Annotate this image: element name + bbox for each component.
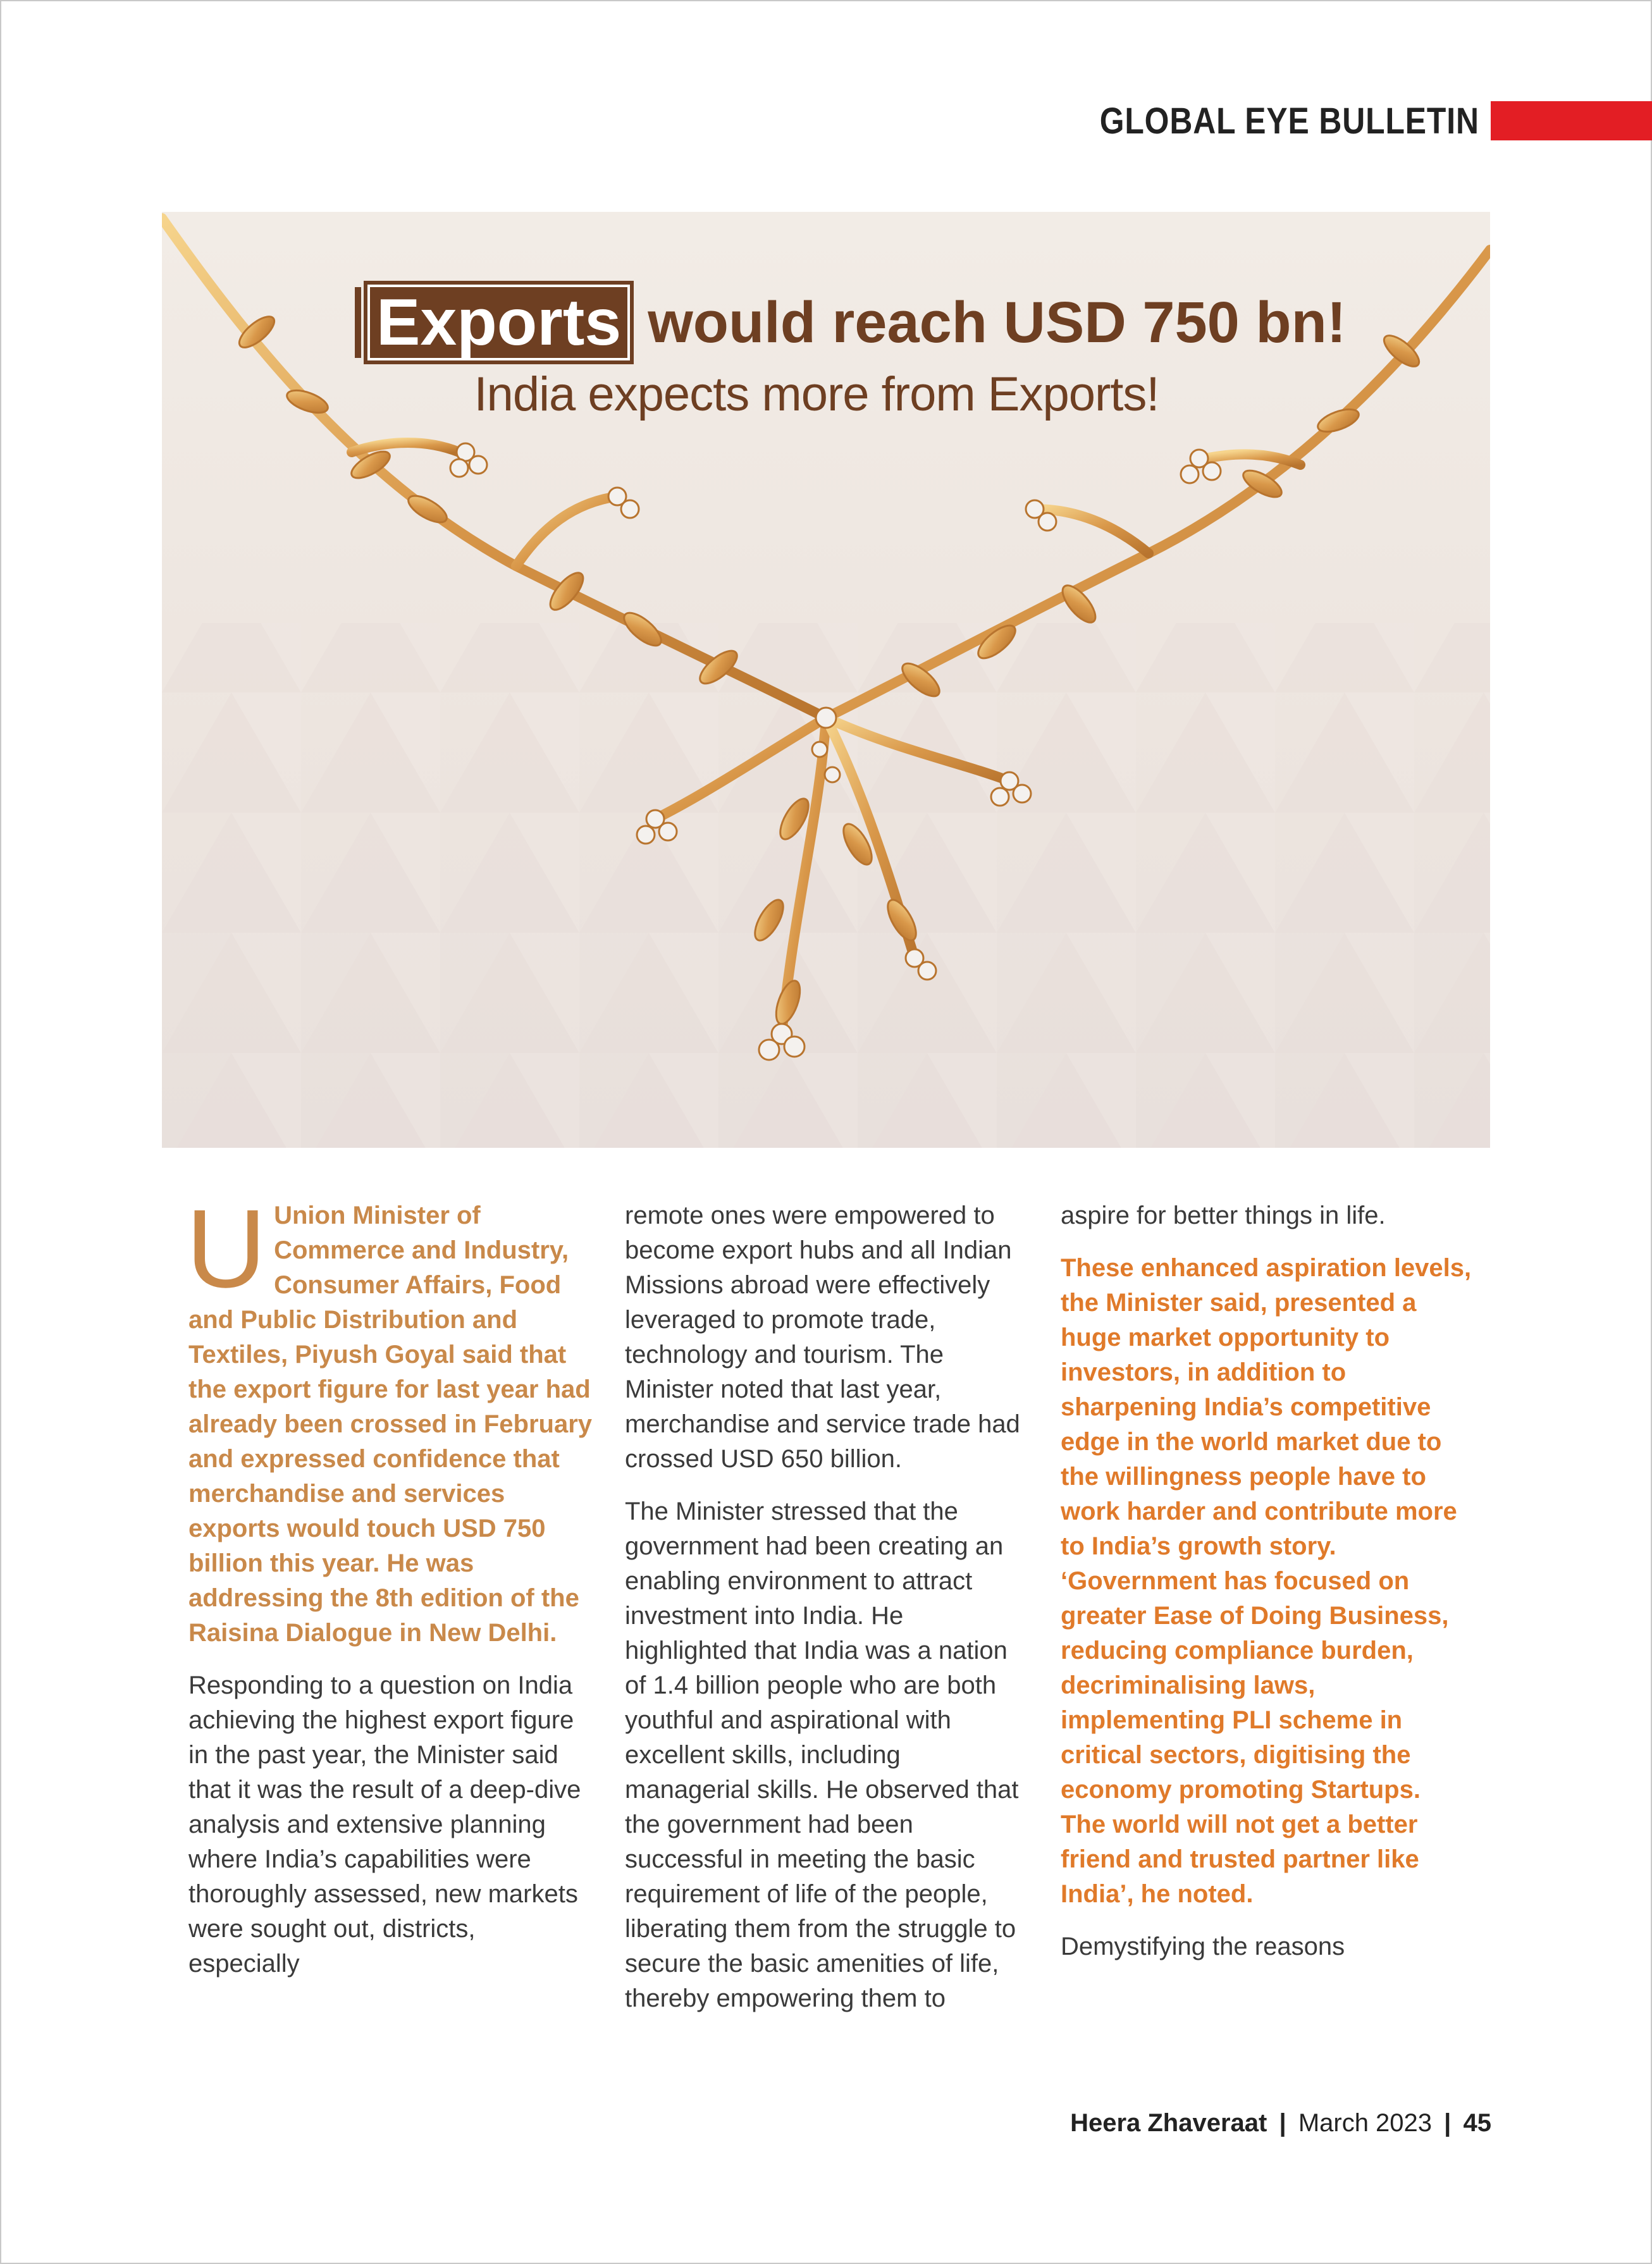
issue-date: March 2023 <box>1298 2109 1433 2137</box>
footer-separator: | <box>1444 2109 1452 2137</box>
page-footer <box>1070 2109 1491 2138</box>
headline-text: would reach USD 750 bn! <box>648 290 1347 355</box>
headline-accent-bar <box>355 287 361 358</box>
article-paragraph: remote ones were empowered to become export hubs and all Indian Missions abroad were effectively leveraged to promote trade, technology and tourism. The Minister noted that last year, merchandise and service trade had crossed USD 650 billion. <box>625 1202 1020 1473</box>
section-title: GLOBAL EYE BULLETIN <box>1099 100 1479 142</box>
article-paragraph: Responding to a question on India achieving the highest export figure in the past year, the Minister said that it was the result of a deep-dive analysis and extensive planning where India’s capabilities were thoroughly assessed, new markets were sought out, districts, especially <box>188 1671 581 1978</box>
article-paragraph: aspire for better things in life. <box>1061 1202 1386 1229</box>
article-column-3 <box>1061 1198 1472 1982</box>
headline-highlight: Exports <box>367 285 630 360</box>
section-accent-bar <box>1491 101 1652 140</box>
article-lead <box>186 1187 593 1651</box>
article-lead-text: Union Minister of Commerce and Industry, Consumer Affairs, Food and Public Distribution and Textiles, Piyush Goyal said that the export figure for last year had already been crossed in February and expressed confidence that merchandise and services exports would touch USD 750 billion this year. He was addressing the 8th edition of the Raisina Dialogue in New Delhi. <box>188 1202 593 1647</box>
footer-separator: | <box>1279 2109 1286 2137</box>
page-number: 45 <box>1463 2109 1491 2137</box>
hero-image <box>162 212 1490 1148</box>
article-column-1 <box>186 1187 593 1999</box>
publication-name: Heera Zhaveraat <box>1070 2109 1267 2137</box>
article-paragraph: Demystifying the reasons <box>1061 1933 1345 1960</box>
subheadline: India expects more from Exports! <box>474 367 1159 421</box>
article-paragraph: The Minister stressed that the government had been creating an enabling environment to attract investment into India. He highlighted that India was a nation of 1.4 billion people who are both youthful and aspirational with excellent skills, including managerial skills. He observed that the government had been successful in meeting the basic requirement of life of the people, liberating them from the struggle to secure the basic amenities of life, thereby empowering them to <box>625 1498 1019 2012</box>
section-header <box>1038 100 1652 142</box>
article-highlight-paragraph: These enhanced aspiration levels, the Minister said, presented a huge market opportunity to investors, in addition to sharpening India’s competitive edge in the world market due to the willingness people have to work harder and contribute more to India’s growth story. ‘Government has focused on greater Ease of Doing Business, reducing compliance burden, decriminalising laws, implementing PLI scheme in critical sectors, digitising the economy promoting Startups. The world will not get a better friend and trusted partner like India’, he noted. <box>1061 1254 1472 1908</box>
article-column-2 <box>625 1198 1030 2034</box>
drop-cap: U <box>186 1187 267 1311</box>
headline <box>355 285 1346 360</box>
